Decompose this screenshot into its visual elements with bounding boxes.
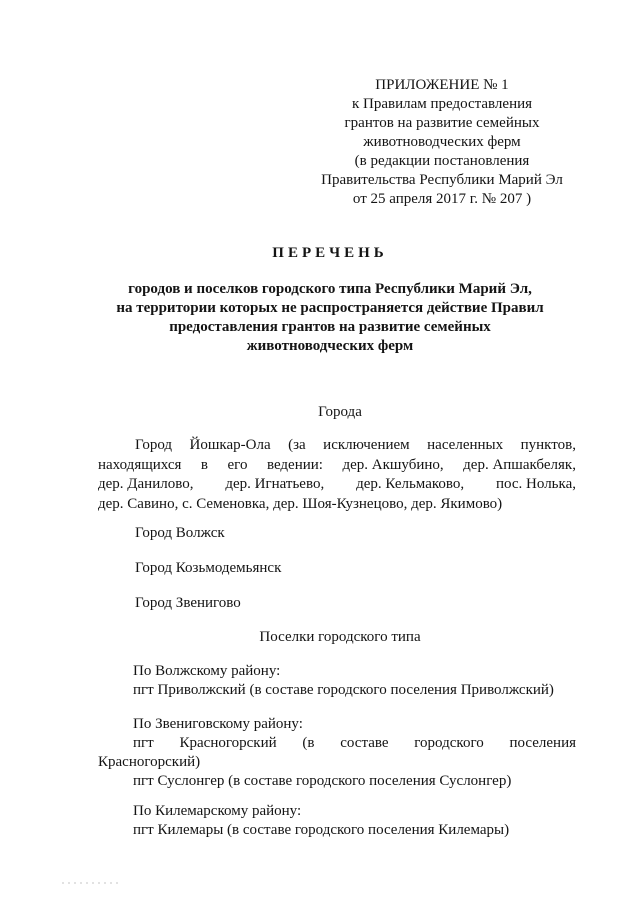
word: дер. Данилово, — [98, 476, 194, 492]
word: находящихся — [98, 456, 182, 473]
word: дер. Апшакбеляк, — [463, 456, 576, 473]
towns-heading: Поселки городского типа — [259, 629, 421, 645]
word: (в — [302, 735, 315, 751]
town-line: пгт Суслонгер (в составе городского поселения Суслонгер) — [133, 773, 512, 789]
subtitle-line: животноводческих ферм — [246, 338, 414, 354]
cities-heading: Города — [318, 404, 362, 420]
approval-line: к Правилам предоставления — [351, 96, 533, 112]
word: пгт — [133, 735, 154, 751]
word: населенных — [427, 437, 504, 453]
approval-line: ПРИЛОЖЕНИЕ № 1 — [375, 77, 509, 93]
word: поселения — [509, 735, 576, 751]
town-line — [133, 734, 576, 753]
word: Красногорский — [179, 735, 277, 751]
word: (за — [288, 437, 306, 453]
paragraph-line: дер. Савино, с. Семеновка, дер. Шоя-Кузнецово, дер. Якимово) — [98, 495, 503, 512]
approval-line: от 25 апреля 2017 г. № 207 ) — [352, 191, 532, 207]
district-name: По Килемарскому району: — [133, 803, 302, 819]
paragraph-line — [98, 475, 576, 495]
word: составе — [340, 735, 389, 751]
approval-line: животноводческих ферм — [363, 134, 521, 150]
word: пунктов, — [520, 437, 576, 453]
document-subtitle — [100, 280, 560, 356]
town-line: пгт Приволжский (в составе городского поселения Приволжский) — [133, 682, 554, 698]
district-zvenigovsky — [98, 715, 576, 791]
word: городского — [414, 735, 484, 751]
approval-line: Правительства Республики Марий Эл — [321, 172, 563, 188]
word: в — [200, 456, 209, 473]
word: Город — [135, 437, 173, 453]
paragraph-line — [98, 456, 576, 476]
document-title: ПЕРЕЧЕНЬ — [272, 245, 388, 261]
approval-line: грантов на развитие семейных — [344, 115, 540, 131]
subtitle-line: городов и поселков городского типа Республики Марий Эл, — [128, 281, 532, 297]
town-line: пгт Килемары (в составе городского поселения Килемары) — [133, 822, 510, 838]
scan-specks — [60, 880, 120, 886]
word: ведении: — [266, 456, 323, 473]
word: дер. Игнатьево, — [225, 476, 325, 492]
district-volzhsky — [133, 662, 576, 700]
city-item: Город Волжск — [135, 525, 225, 541]
city-item: Город Звенигово — [135, 595, 241, 611]
district-name: По Волжскому району: — [133, 663, 281, 679]
approval-block — [300, 76, 584, 209]
town-line-continued: Красногорский) — [98, 754, 201, 770]
district-kilemarsky — [133, 802, 576, 840]
district-name: По Звениговскому району: — [133, 716, 303, 732]
approval-line: (в редакции постановления — [354, 153, 530, 169]
word: пос. Нолька, — [496, 476, 576, 492]
yoshkar-ola-paragraph — [98, 436, 576, 514]
word: дер. Акшубино, — [342, 456, 444, 473]
subtitle-line: предоставления грантов на развитие семейных — [169, 319, 491, 335]
city-item: Город Козьмодемьянск — [135, 560, 282, 576]
word: дер. Кельмаково, — [356, 476, 465, 492]
word: его — [227, 456, 248, 473]
word: Йошкар-Ола — [189, 437, 271, 453]
paragraph-line — [98, 436, 576, 456]
word: исключением — [323, 437, 410, 453]
subtitle-line: на территории которых не распространяется действие Правил — [116, 300, 544, 316]
